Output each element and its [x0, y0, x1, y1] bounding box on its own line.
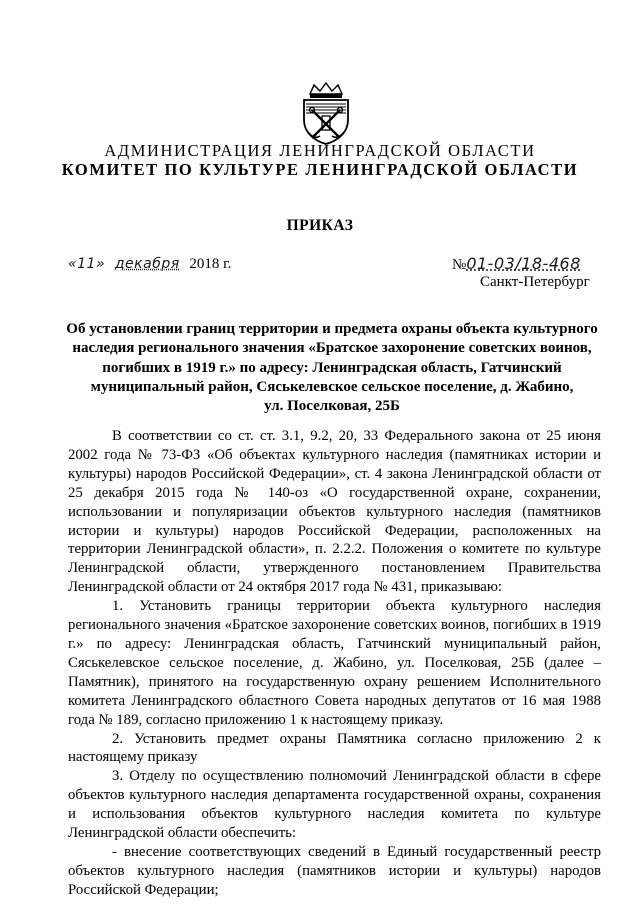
title-line: наследия регионального значения «Братское захоронение советских воинов, [72, 340, 592, 357]
paragraph-item-3: 3. Отделу по осуществлению полномочий Ленинградской области в сфере объектов культурного наследия департамента государственной охраны, сохранения и использования объектов культурного наследия комитета по культуре Ленинградской области обеспечить: [68, 768, 601, 842]
organization-line-1: АДМИНИСТРАЦИЯ ЛЕНИНГРАДСКОЙ ОБЛАСТИ [104, 141, 536, 160]
order-date [68, 256, 231, 273]
city: Санкт-Петербург [480, 274, 590, 290]
paragraph-preamble: В соответствии со ст. ст. 3.1, 9.2, 20, 33 Федерального закона от 25 июня 2002 года № 73-ФЗ «Об объектах культурного наследия (памятниках истории и культуры) народов Российской Федерации», ст. 4 закона Ленинградской области от 25 декабря 2015 года № 140-оз «О государственной охране, сохранении, использовании и популяризации объектов культурного наследия (памятников истории и культуры) народов Российской Федерации, расположенных на территории Ленинградской области», п. 2.2.2. Положения о комитете по культуре Ленинградской области, утвержденного постановлением Правительства Ленинградской области от 24 октября 2017 года № 431, приказываю: [68, 428, 601, 596]
number-value: 01-03/18-468 [466, 254, 581, 273]
title-line: ул. Поселковая, 25Б [264, 398, 400, 415]
date-day: «11» [68, 256, 106, 272]
document-type: ПРИКАЗ [286, 217, 354, 234]
paragraph-item-3-sub: - внесение соответствующих сведений в Единый государственный реестр объектов культурного наследия (памятников истории и культуры) народов Российской Федерации; [68, 843, 601, 898]
organization-line-2: КОМИТЕТ ПО КУЛЬТУРЕ ЛЕНИНГРАДСКОЙ ОБЛАСТИ [61, 160, 579, 179]
date-month: декабря [114, 256, 180, 272]
number-prefix: № [452, 257, 467, 273]
title-line: Об установлении границ территории и предмета охраны объекта культурного [66, 321, 598, 337]
coat-of-arms-icon [300, 80, 352, 146]
order-number [452, 254, 581, 274]
date-year: 2018 г. [189, 256, 232, 272]
document-body [68, 427, 601, 900]
paragraph-item-1: 1. Установить границы территории объекта культурного наследия регионального значения «Братское захоронение советских воинов, погибших в 1919 г.» по адресу: Ленинградская область, Гатчинский муниципальный район, Сяськелевское сельское поселение, д. Жабино, ул. Поселковая, 25Б (далее – Памятник), принятого на государственную охрану решением Исполнительного комитета Ленинградского областного Совета народных депутатов от 16 мая 1988 года № 189, согласно приложению 1 к настоящему приказу. [68, 598, 601, 728]
title-line: погибших в 1919 г.» по адресу: Ленинградская область, Гатчинский [102, 359, 562, 376]
title-line: муниципальный район, Сяськелевское сельское поселение, д. Жабино, [90, 378, 574, 395]
paragraph-item-2: 2. Установить предмет охраны Памятника согласно приложению 2 к настоящему приказу [68, 730, 601, 766]
document-title [62, 320, 602, 416]
